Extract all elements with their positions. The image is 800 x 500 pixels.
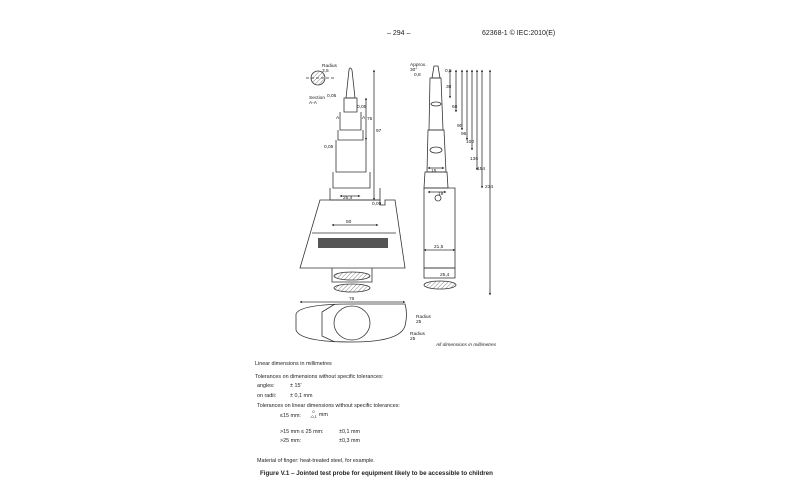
linear-tolerance-title: Tolerances on linear dimensions without specific tolerances: <box>257 403 400 409</box>
label-approx-30: Approx. 30° <box>410 63 427 73</box>
label-dim-60: 60 <box>452 105 458 110</box>
radii-value: ± 0,1 mm <box>290 393 313 399</box>
label-dim-0-05c: 0,05 <box>324 145 334 150</box>
label-dim-97: 97 <box>376 129 382 134</box>
angles-value: ± 15' <box>290 383 302 389</box>
page-number: – 294 – <box>387 30 411 37</box>
label-dim-15: 15 <box>431 169 437 174</box>
label-radius-3-5: Radius 3,5 <box>322 64 337 74</box>
label-dim-96: 96 <box>461 132 467 137</box>
all-dimensions-note: All dimensions in millimetres <box>436 343 497 348</box>
label-dim-25-4-front: 25,4 <box>343 196 353 201</box>
label-dim-0-05a: 0,05 <box>327 94 337 99</box>
tolerance-row-2-value: ±0,1 mm <box>339 429 360 435</box>
label-dim-75: 75 <box>367 117 373 122</box>
label-dim-21-5: 21,5 <box>434 245 444 250</box>
tolerance-fraction: 0 -0,1 <box>310 409 317 419</box>
label-dim-234: 234 <box>485 185 494 190</box>
angles-label: angles: <box>257 383 275 389</box>
standard-reference: 62368-1 © IEC:2010(E) <box>482 30 556 37</box>
figure-caption: Figure V.1 – Jointed test probe for equipment likely to be accessible to children <box>260 470 493 477</box>
label-dim-0-5: 0,5 <box>445 69 452 74</box>
label-dim-90: 90 <box>457 124 463 129</box>
label-section-a-bottom: A <box>362 116 366 121</box>
label-section-aa: Section A-A <box>309 96 325 106</box>
label-dim-19: 19 <box>438 192 444 197</box>
label-dim-0-09: 0,09 <box>372 202 382 207</box>
label-dim-154: 154 <box>477 167 486 172</box>
linear-dims-note: Linear dimensions in millimetres <box>255 361 332 367</box>
tolerance-row-3-label: >25 mm: <box>280 438 302 444</box>
label-dim-30: 30 <box>446 85 452 90</box>
label-dim-50: 50 <box>346 220 352 225</box>
label-dim-25-4-side: 25,4 <box>440 273 450 278</box>
label-radius-25-top: Radius 25 <box>416 315 431 325</box>
tolerance-row-1-label: ≤15 mm: <box>280 413 301 419</box>
side-view <box>424 66 490 295</box>
tolerance-row-3-value: ±0,3 mm <box>339 438 360 444</box>
label-dim-0-05b: 0,05 <box>357 105 367 110</box>
label-dim-0-8: 0,8 <box>414 73 421 78</box>
tolerance-row-1-value: 0 -0,1 mm <box>310 409 328 419</box>
radii-label: on radii: <box>257 393 277 399</box>
tolerance-title: Tolerances on dimensions without specific tolerances: <box>255 374 384 380</box>
material-note: Material of finger: heat-treated steel, for example. <box>257 458 375 464</box>
label-radius-25-bottom: Radius 25 <box>410 332 425 342</box>
label-dim-136: 136 <box>470 157 479 162</box>
label-dim-100: 100 <box>466 140 475 145</box>
label-dim-76: 76 <box>349 297 355 302</box>
tolerance-row-2-label: >15 mm ≤ 25 mm: <box>280 429 324 435</box>
label-section-a-top: A <box>336 116 340 121</box>
